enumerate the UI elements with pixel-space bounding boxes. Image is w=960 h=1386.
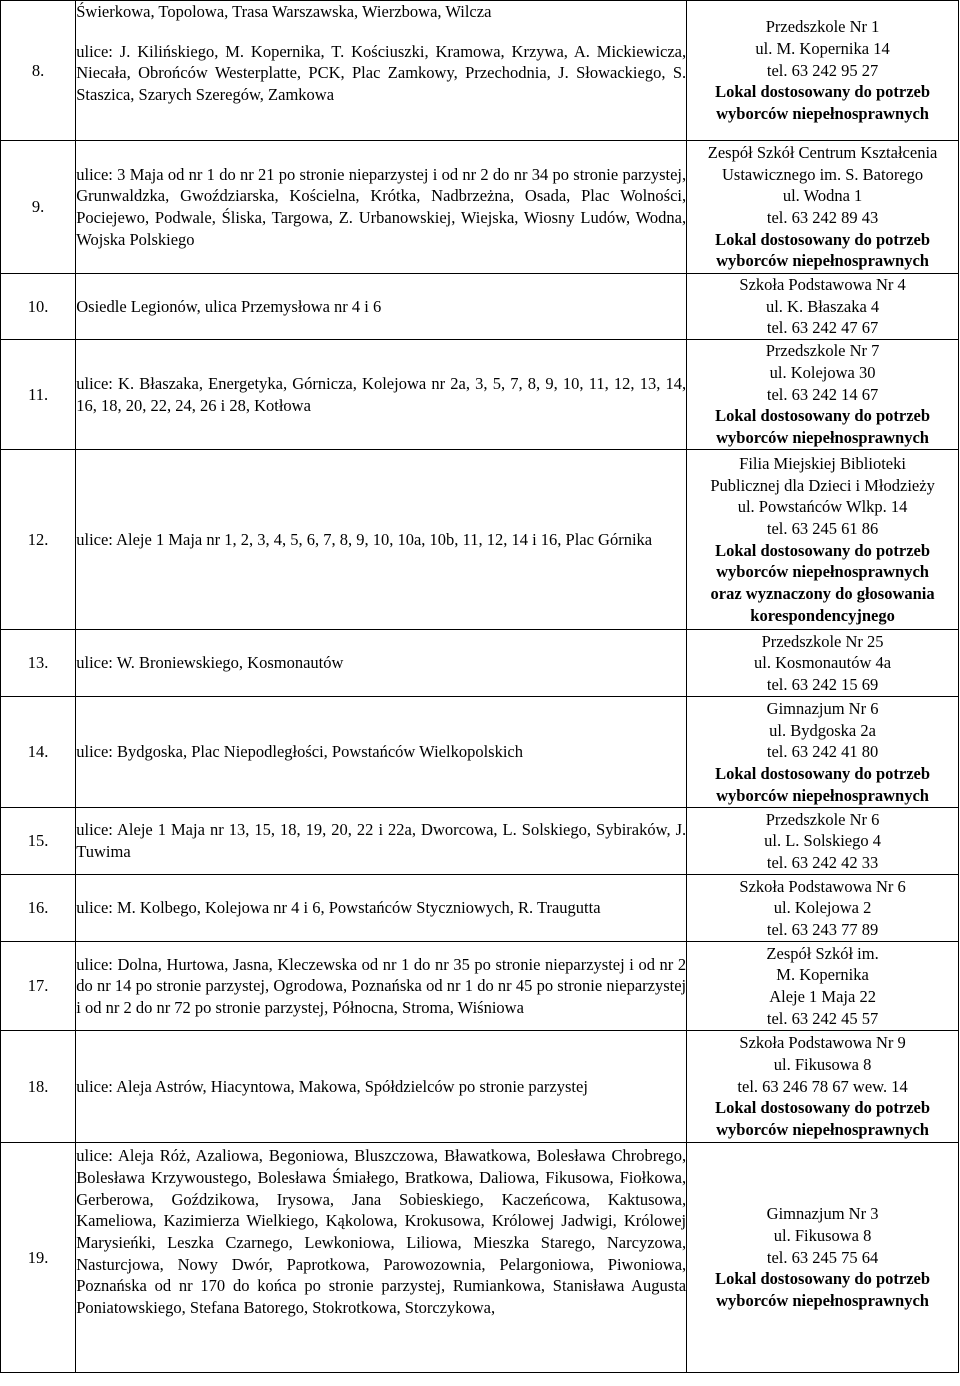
place-phone: tel. 63 246 78 67 wew. 14 bbox=[737, 1076, 908, 1096]
place-note: Lokal dostosowany do potrzeb bbox=[715, 82, 931, 102]
place-note: Lokal dostosowany do potrzeb bbox=[715, 229, 931, 249]
place-name: Przedszkole Nr 6 bbox=[765, 809, 880, 829]
place-name-2: M. Kopernika bbox=[776, 965, 869, 985]
table-row bbox=[1, 697, 959, 808]
place-name: Gimnazjum Nr 6 bbox=[766, 698, 879, 718]
district-number: 13. bbox=[1, 630, 76, 697]
place-name: Zespół Szkół im. bbox=[766, 943, 879, 963]
district-number: 14. bbox=[1, 697, 76, 808]
place-note: Lokal dostosowany do potrzeb bbox=[715, 763, 931, 783]
polling-place bbox=[687, 697, 959, 808]
table-row bbox=[1, 942, 959, 1031]
district-number: 17. bbox=[1, 942, 76, 1031]
district-area: ulice: Bydgoska, Plac Niepodległości, Powstańców Wielkopolskich bbox=[76, 697, 687, 808]
place-address: ul. Bydgoska 2a bbox=[769, 720, 876, 740]
place-phone: tel. 63 242 47 67 bbox=[766, 318, 879, 338]
place-phone: tel. 63 243 77 89 bbox=[766, 919, 879, 939]
place-note: wyborców niepełnosprawnych bbox=[716, 1120, 929, 1140]
polling-place bbox=[687, 274, 959, 340]
table-row bbox=[1, 1143, 959, 1373]
district-number: 19. bbox=[1, 1143, 76, 1373]
place-address: Aleje 1 Maja 22 bbox=[769, 987, 876, 1007]
place-address: ul. Fikusowa 8 bbox=[773, 1226, 872, 1246]
place-note: wyborców niepełnosprawnych bbox=[716, 1291, 929, 1311]
place-phone: tel. 63 242 45 57 bbox=[766, 1008, 879, 1028]
table-row bbox=[1, 1, 959, 141]
place-name: Filia Miejskiej Biblioteki bbox=[739, 453, 906, 473]
place-note: Lokal dostosowany do potrzeb bbox=[715, 540, 931, 560]
place-phone: tel. 63 242 95 27 bbox=[766, 60, 879, 80]
table-row bbox=[1, 450, 959, 630]
place-name: Przedszkole Nr 1 bbox=[765, 17, 880, 37]
table-row bbox=[1, 1031, 959, 1143]
place-name: Szkoła Podstawowa Nr 6 bbox=[739, 876, 906, 896]
place-note: wyborców niepełnosprawnych bbox=[716, 562, 929, 582]
district-area: ulice: W. Broniewskiego, Kosmonautów bbox=[76, 630, 687, 697]
place-phone: tel. 63 242 15 69 bbox=[766, 674, 879, 694]
place-note: Lokal dostosowany do potrzeb bbox=[715, 1269, 931, 1289]
district-area: ulice: Aleje 1 Maja nr 13, 15, 18, 19, 20, 22 i 22a, Dworcowa, L. Solskiego, Sybiraków, J. Tuwima bbox=[76, 808, 687, 875]
place-address: ul. L. Solskiego 4 bbox=[764, 831, 882, 851]
place-address: ul. Wodna 1 bbox=[782, 186, 863, 206]
place-note: korespondencyjnego bbox=[750, 605, 895, 625]
district-area: ulice: M. Kolbego, Kolejowa nr 4 i 6, Powstańców Styczniowych, R. Traugutta bbox=[76, 875, 687, 942]
district-number: 8. bbox=[1, 1, 76, 141]
polling-place bbox=[687, 630, 959, 697]
place-name: Gimnazjum Nr 3 bbox=[766, 1204, 879, 1224]
place-address: ul. Kolejowa 30 bbox=[769, 363, 876, 383]
district-area-prev: Świerkowa, Topolowa, Trasa Warszawska, Wierzbowa, Wilcza bbox=[76, 2, 492, 21]
place-name: Zespół Szkół Centrum Kształcenia bbox=[707, 142, 938, 162]
polling-place bbox=[687, 141, 959, 274]
place-note: oraz wyznaczony do głosowania bbox=[710, 584, 935, 604]
place-name: Przedszkole Nr 25 bbox=[761, 631, 884, 651]
district-area: ulice: 3 Maja od nr 1 do nr 21 po stronie nieparzystej i od nr 2 do nr 34 po stronie parzystej, Grunwaldzka, Gwoździarska, Kościelna, Krótka, Nadbrzeżna, Osada, Plac Wolności, Pociejewo, Podwale, Śliska, Targowa, Z. Urbanowskiej, Wiejska, Wiosny Ludów, Wodna, Wojska Polskiego bbox=[76, 141, 687, 274]
district-number: 9. bbox=[1, 141, 76, 274]
polling-place bbox=[687, 340, 959, 450]
polling-place bbox=[687, 1143, 959, 1373]
place-note: wyborców niepełnosprawnych bbox=[716, 785, 929, 805]
table-row bbox=[1, 875, 959, 942]
polling-place bbox=[687, 1031, 959, 1143]
place-note: Lokal dostosowany do potrzeb bbox=[715, 406, 931, 426]
district-number: 12. bbox=[1, 450, 76, 630]
table-row bbox=[1, 808, 959, 875]
place-note: wyborców niepełnosprawnych bbox=[716, 428, 929, 448]
district-area: ulice: Aleja Astrów, Hiacyntowa, Makowa, Spółdzielców po stronie parzystej bbox=[76, 1031, 687, 1143]
place-phone: tel. 63 242 14 67 bbox=[766, 384, 879, 404]
table-row bbox=[1, 630, 959, 697]
polling-place bbox=[687, 942, 959, 1031]
district-area bbox=[76, 1, 687, 141]
place-phone: tel. 63 245 75 64 bbox=[766, 1247, 879, 1267]
place-note: wyborców niepełnosprawnych bbox=[716, 104, 929, 124]
place-address: ul. Kosmonautów 4a bbox=[754, 653, 892, 673]
district-area: ulice: Aleje 1 Maja nr 1, 2, 3, 4, 5, 6, 7, 8, 9, 10, 10a, 10b, 11, 12, 14 i 16, Plac Górnika bbox=[76, 450, 687, 630]
district-number: 15. bbox=[1, 808, 76, 875]
table-row bbox=[1, 340, 959, 450]
place-note: wyborców niepełnosprawnych bbox=[716, 251, 929, 271]
place-phone: tel. 63 242 89 43 bbox=[766, 208, 879, 227]
place-name-2: Ustawicznego im. S. Batorego bbox=[721, 164, 924, 184]
place-note: Lokal dostosowany do potrzeb bbox=[715, 1098, 931, 1118]
district-area: ulice: K. Błaszaka, Energetyka, Górnicza, Kolejowa nr 2a, 3, 5, 7, 8, 9, 10, 11, 12, 13, 14, 16, 18, 20, 22, 24, 26 i 28, Kotłowa bbox=[76, 340, 687, 450]
place-name: Szkoła Podstawowa Nr 4 bbox=[739, 275, 906, 294]
place-address: ul. K. Błaszaka 4 bbox=[765, 296, 880, 316]
place-phone: tel. 63 242 41 80 bbox=[766, 742, 879, 762]
table-row bbox=[1, 141, 959, 274]
place-address: ul. Kolejowa 2 bbox=[773, 898, 872, 918]
polling-place bbox=[687, 875, 959, 942]
district-number: 18. bbox=[1, 1031, 76, 1143]
polling-place bbox=[687, 450, 959, 630]
place-address: ul. M. Kopernika 14 bbox=[755, 38, 890, 58]
district-number: 10. bbox=[1, 274, 76, 340]
place-name: Przedszkole Nr 7 bbox=[765, 341, 880, 361]
district-number: 16. bbox=[1, 875, 76, 942]
place-phone: tel. 63 242 42 33 bbox=[766, 852, 879, 872]
district-area-text: ulice: J. Kilińskiego, M. Kopernika, T. Kościuszki, Kramowa, Krzywa, A. Mickiewicza, Niecała, Obrońców Westerplatte, PCK, Plac Zamkowy, Przechodnia, J. Słowackiego, S. Staszica, Szarych Szeregów, Zamkowa bbox=[76, 41, 687, 105]
district-area: Osiedle Legionów, ulica Przemysłowa nr 4 i 6 bbox=[76, 274, 687, 340]
place-address: ul. Powstańców Wlkp. 14 bbox=[737, 497, 908, 517]
place-name: Szkoła Podstawowa Nr 9 bbox=[739, 1033, 906, 1053]
table-row bbox=[1, 274, 959, 340]
district-area: ulice: Aleja Róż, Azaliowa, Begoniowa, Bluszczowa, Bławatkowa, Bolesława Chrobrego, Bolesława Krzywoustego, Bolesława Śmiałego, Bratkowa, Daliowa, Fikusowa, Fiołkowa, Gerberowa, Goździkowa, Irysowa, Jana Sobieskiego, Kaczeńcowa, Kaktusowa, Kameliowa, Kazimierza Wielkiego, Kąkolowa, Krokusowa, Królowej Jadwigi, Królowej Marysieńki, Leszka Czarnego, Lewkoniowa, Liliowa, Mieszka Starego, Narcyzowa, Nasturcjowa, Nowy Dwór, Paprotkowa, Parowozownia, Pelargoniowa, Piwoniowa, Poznańska od nr 170 do końca po stronie parzystej, Rumiankowa, Stanisława Augusta Poniatowskiego, Stefana Batorego, Stokrotkowa, Storczykowa, bbox=[76, 1143, 687, 1373]
district-area: ulice: Dolna, Hurtowa, Jasna, Kleczewska od nr 1 do nr 35 po stronie nieparzystej i od nr 2 do nr 14 po stronie parzystej, Ogrodowa, Poznańska od nr 1 do nr 45 po stronie nieparzystej i od nr 2 do nr 72 po stronie parzystej, Północna, Stroma, Wiśniowa bbox=[76, 942, 687, 1031]
place-address: ul. Fikusowa 8 bbox=[773, 1055, 872, 1075]
place-phone: tel. 63 245 61 86 bbox=[766, 518, 879, 538]
polling-place bbox=[687, 1, 959, 141]
place-name-2: Publicznej dla Dzieci i Młodzieży bbox=[710, 475, 935, 495]
district-number: 11. bbox=[1, 340, 76, 450]
polling-place bbox=[687, 808, 959, 875]
